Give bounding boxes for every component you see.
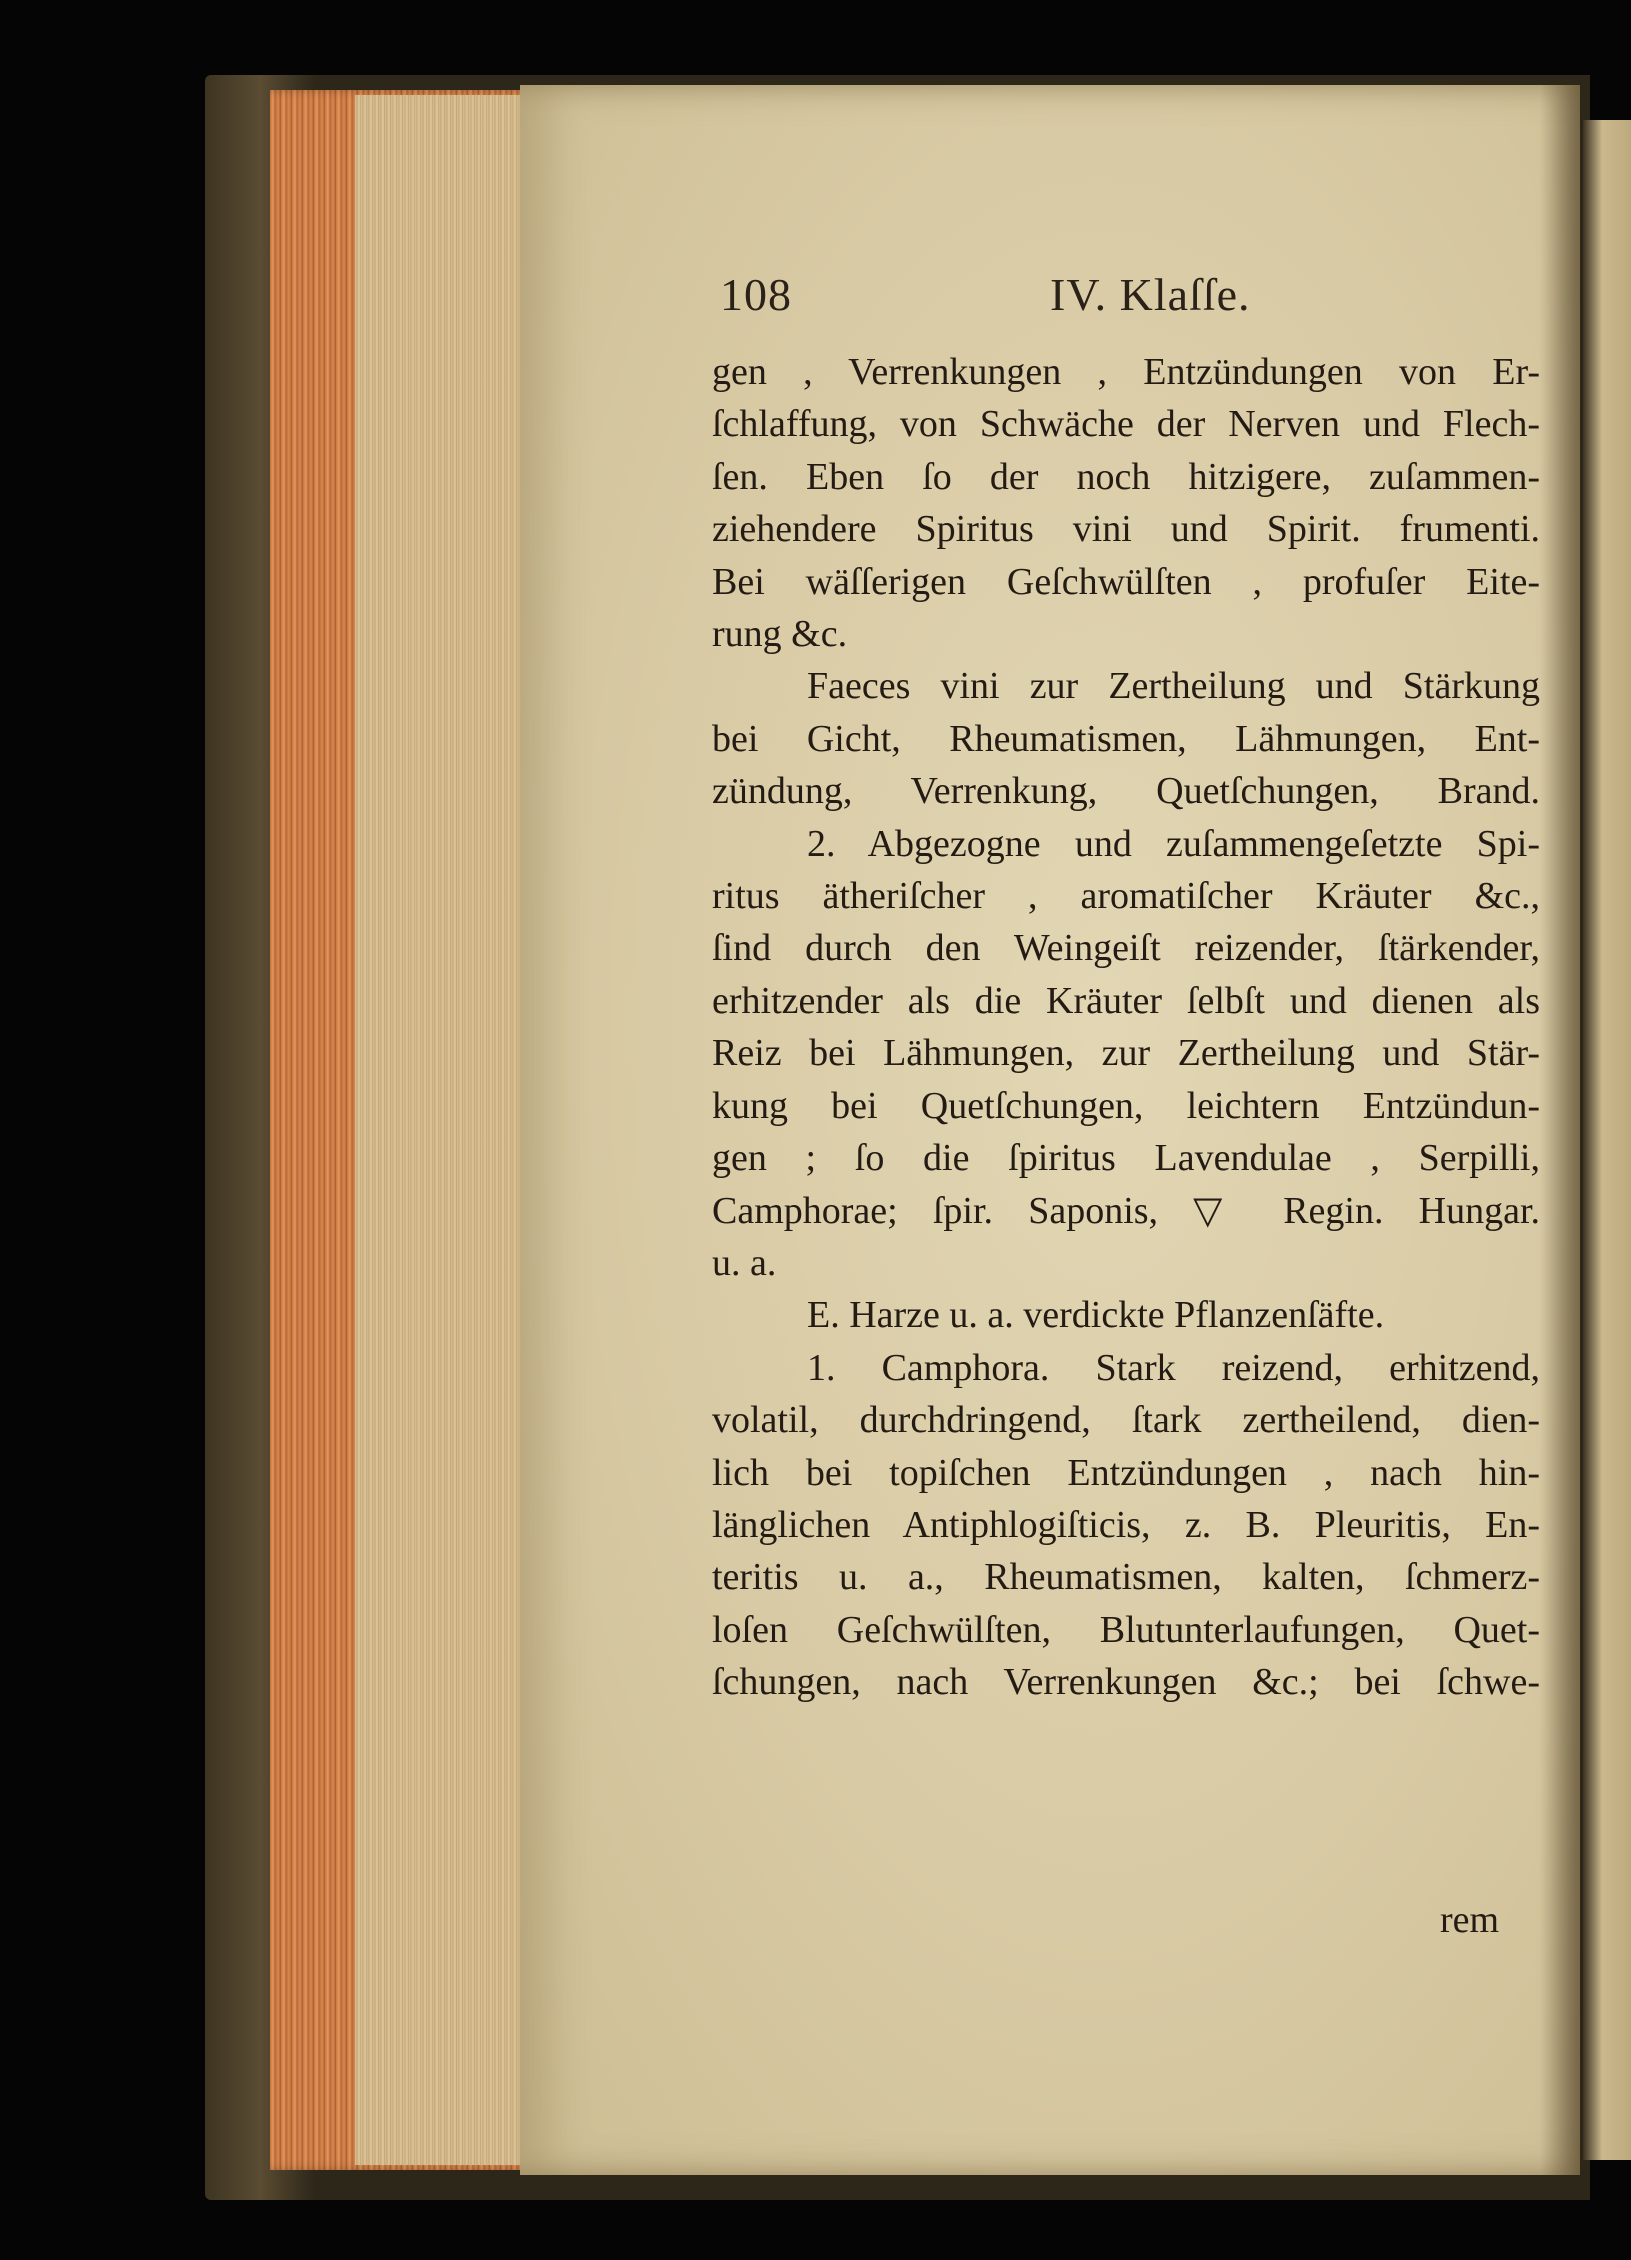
- text-line: kung bei Quetſchungen, leichtern Entzündun-: [712, 1084, 1540, 1127]
- body-text: [712, 346, 1540, 1709]
- text-line: bei Gicht, Rheumatismen, Lähmungen, Ent-: [712, 717, 1540, 760]
- text-line: ſchungen, nach Verrenkungen &c.; bei ſchwe-: [712, 1661, 1540, 1704]
- text-line: ziehendere Spiritus vini und Spirit. frumenti.: [712, 508, 1540, 551]
- text-line: rung &c.: [712, 613, 848, 656]
- text-line: gen , Verrenkungen , Entzündungen von Er-: [712, 351, 1540, 393]
- text-line: 1. Camphora. Stark reizend, erhitzend,: [807, 1346, 1540, 1389]
- text-line: teritis u. a., Rheumatismen, kalten, ſchmerz-: [712, 1556, 1540, 1599]
- text-line: länglichen Antiphlogiſticis, z. B. Pleuritis, En-: [712, 1503, 1540, 1546]
- text-line: 2. Abgezogne und zuſammengeſetzte Spi-: [807, 822, 1540, 865]
- gutter-shadow: [1540, 85, 1580, 2175]
- text-line: ſen. Eben ſo der noch hitzigere, zuſammen-: [712, 455, 1540, 498]
- text-line: lich bei topiſchen Entzündungen , nach hin-: [712, 1451, 1540, 1494]
- text-line: Faeces vini zur Zertheilung und Stärkung: [807, 665, 1540, 708]
- text-line: loſen Geſchwülſten, Blutunterlaufungen, Quet-: [712, 1608, 1540, 1651]
- text-line: Reiz bei Lähmungen, zur Zertheilung und Stär-: [712, 1032, 1540, 1075]
- text-line: u. a.: [712, 1241, 777, 1284]
- text-line: Bei wäſſerigen Geſchwülſten , profuſer Eite-: [712, 560, 1540, 603]
- text-line: ritus ätheriſcher , aromatiſcher Kräuter &c.,: [712, 875, 1540, 918]
- text-line: ſind durch den Weingeiſt reizender, ſtärkender,: [712, 927, 1540, 970]
- text-line: ſchlaffung, von Schwäche der Nerven und Flech-: [712, 403, 1540, 446]
- running-title: IV. Klaſſe.: [1050, 269, 1251, 320]
- text-line: Camphorae; ſpir. Saponis, ▽ Regin. Hungar.: [712, 1189, 1540, 1232]
- text-line: volatil, durchdringend, ſtark zertheilend, dien-: [712, 1399, 1540, 1442]
- page-number: 108: [720, 269, 792, 320]
- text-line: gen ; ſo die ſpiritus Lavendulae , Serpilli,: [712, 1137, 1540, 1180]
- catchword: rem: [1440, 1899, 1500, 1941]
- text-line: erhitzender als die Kräuter ſelbſt und dienen als: [712, 979, 1540, 1022]
- section-heading: E. Harze u. a. verdickte Pflanzenſäfte.: [807, 1294, 1385, 1337]
- page-stack: [355, 95, 535, 2165]
- facing-page-edge: [1583, 120, 1631, 2160]
- text-line: zündung, Verrenkung, Quetſchungen, Brand.: [712, 770, 1540, 813]
